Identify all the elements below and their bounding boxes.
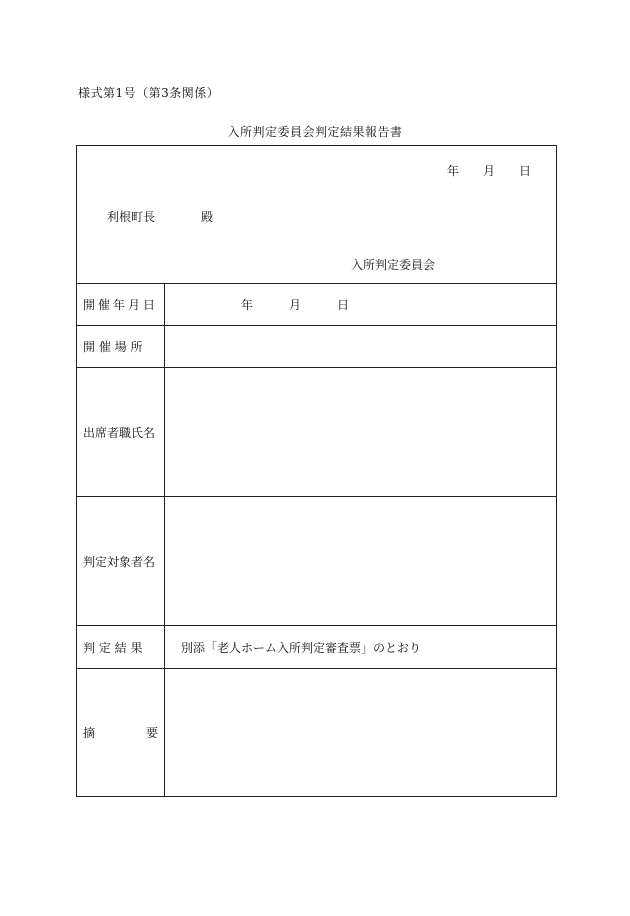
venue-field[interactable] [165, 326, 556, 367]
venue-label: 開 催 場 所 [77, 326, 165, 367]
addressee-honorific: 殿 [201, 210, 214, 224]
remarks-label [77, 669, 165, 796]
row-meeting-date [77, 283, 556, 326]
meeting-date-year: 年 [241, 297, 254, 312]
attendees-field[interactable] [165, 368, 556, 496]
subjects-field[interactable] [165, 497, 556, 625]
report-date-year: 年 [447, 164, 460, 178]
report-form-table [76, 145, 557, 797]
row-venue [77, 326, 556, 368]
subjects-label: 判定対象者名 [77, 497, 165, 625]
meeting-date-month: 月 [289, 297, 302, 312]
document-title: 入所判定委員会判定結果報告書 [227, 125, 403, 139]
form-number: 様式第1号（第3条関係） [78, 86, 220, 100]
row-attendees [77, 368, 556, 497]
row-subjects [77, 497, 556, 626]
remarks-field[interactable] [165, 669, 556, 796]
meeting-date-field[interactable] [165, 283, 556, 325]
issuing-committee: 入所判定委員会 [351, 258, 436, 272]
row-remarks [77, 669, 556, 796]
report-date-month: 月 [483, 164, 496, 178]
row-result [77, 626, 556, 669]
report-date-day: 日 [519, 164, 532, 178]
remarks-label-left: 摘 [83, 726, 96, 740]
result-label: 判 定 結 果 [77, 626, 165, 668]
addressee: 利根町長 [107, 210, 156, 224]
remarks-label-right: 要 [145, 726, 158, 740]
meeting-date-label: 開催年月日 [77, 283, 165, 325]
report-header-block [77, 146, 556, 284]
meeting-date-day: 日 [337, 297, 350, 312]
result-value: 別添「老人ホーム入所判定審査票」のとおり [181, 640, 422, 655]
attendees-label: 出席者職氏名 [77, 368, 165, 496]
